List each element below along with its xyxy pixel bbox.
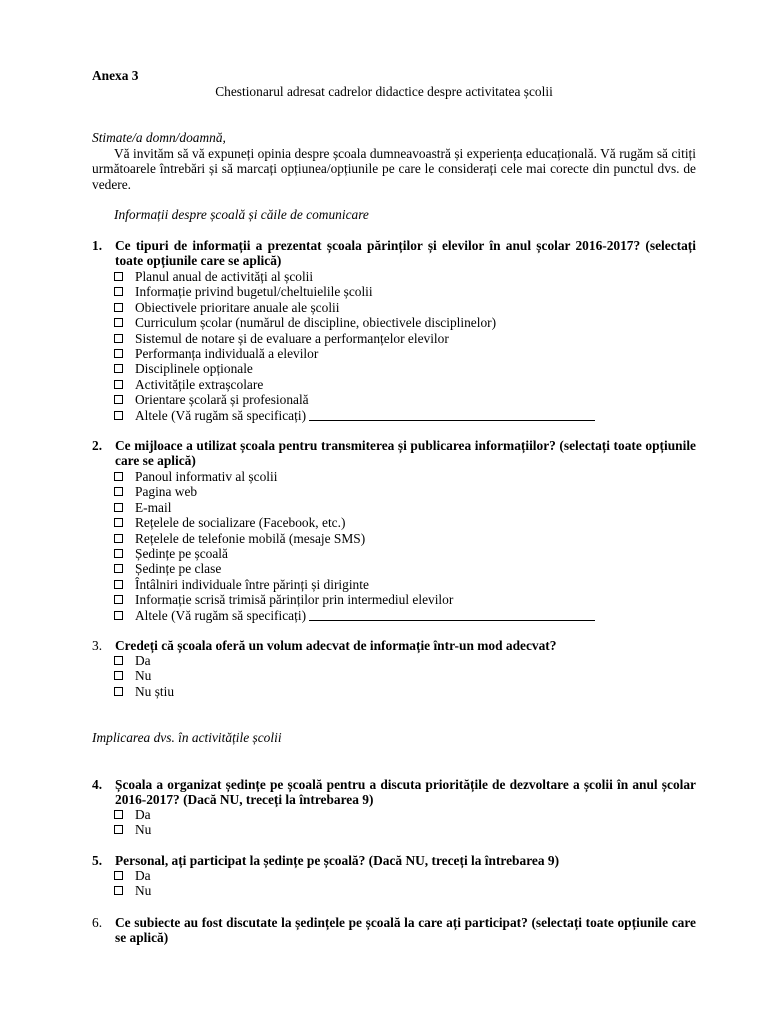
option-label: Obiectivele prioritare anuale ale școlii [135,299,340,315]
checkbox-icon[interactable] [114,518,123,527]
question-number: 2. [92,438,103,453]
option-item [114,408,674,423]
checkbox-icon[interactable] [114,380,123,389]
option-item [114,392,674,407]
checkbox-icon[interactable] [114,886,123,895]
checkbox-icon[interactable] [114,564,123,573]
question-3 [92,638,696,653]
checkbox-icon[interactable] [114,825,123,834]
checkbox-icon[interactable] [114,549,123,558]
question-5 [92,853,696,868]
option-item [114,500,674,515]
question-number: 1. [92,238,103,253]
option-item [114,684,674,699]
checkbox-icon[interactable] [114,580,123,589]
specify-blank-line[interactable] [309,609,595,621]
checkbox-icon[interactable] [114,472,123,481]
checkbox-icon[interactable] [114,611,123,620]
option-item [114,315,674,330]
question-1 [92,238,696,269]
option-item [114,469,674,484]
option-label: Sistemul de notare și de evaluare a performanțelor elevilor [135,330,449,346]
option-item [114,300,674,315]
question-text: Personal, ați participat la ședințe pe școală? (Dacă NU, treceți la întrebarea 9) [115,853,560,868]
checkbox-icon[interactable] [114,287,123,296]
checkbox-icon[interactable] [114,871,123,880]
question-2 [92,438,696,469]
checkbox-icon[interactable] [114,411,123,420]
option-label: Planul anual de activități al școlii [135,269,314,284]
question-4-options [114,807,674,838]
document-title: Chestionarul adresat cadrelor didactice despre activitatea școlii [215,84,553,99]
checkbox-icon[interactable] [114,487,123,496]
section-heading-info: Informații despre școală și căile de comunicare [114,207,369,222]
option-item [114,868,674,883]
option-label: Rețelele de socializare (Facebook, etc.) [135,515,346,531]
checkbox-icon[interactable] [114,810,123,819]
checkbox-icon[interactable] [114,503,123,512]
option-label: E-mail [135,499,172,515]
option-label: Informație scrisă trimisă părinților prin intermediul elevilor [135,592,454,608]
salutation: Stimate/a domn/doamnă, [92,130,226,145]
option-item [114,561,674,576]
checkbox-icon[interactable] [114,395,123,404]
question-4 [92,777,696,808]
checkbox-icon[interactable] [114,595,123,604]
option-label: Altele (Vă rugăm să specificați) [135,607,307,623]
question-text: Ce subiecte au fost discutate la ședințele pe școală la care ați participat? (selectați toate opțiunile care se aplică) [115,915,696,946]
option-item [114,515,674,530]
question-number: 3. [92,638,103,653]
section-heading-involvement: Implicarea dvs. în activitățile școlii [92,730,282,745]
question-1-options [114,269,674,423]
option-label: Curriculum școlar (numărul de discipline, obiectivele disciplinelor) [135,315,497,331]
question-text: Ce mijloace a utilizat școala pentru transmiterea și publicarea informațiilor? (selectați toate opțiunile care se aplică) [115,438,696,469]
checkbox-icon[interactable] [114,334,123,343]
question-number: 5. [92,853,103,868]
option-item [114,269,674,284]
option-item [114,577,674,592]
question-number: 4. [92,777,103,792]
option-label: Nu [135,668,152,684]
option-item [114,592,674,607]
checkbox-icon[interactable] [114,272,123,281]
option-label: Da [135,868,151,883]
option-label: Altele (Vă rugăm să specificați) [135,407,307,423]
option-label: Nu [135,883,152,899]
annex-label: Anexa 3 [92,68,139,83]
option-item [114,331,674,346]
option-item [114,346,674,361]
specify-blank-line[interactable] [309,409,595,421]
question-text: Credeți că școala oferă un volum adecvat de informație într-un mod adecvat? [115,638,557,653]
option-label: Informație privind bugetul/cheltuielile școlii [135,284,373,300]
option-item [114,284,674,299]
question-5-options [114,868,674,899]
option-label: Nu [135,822,152,838]
checkbox-icon[interactable] [114,656,123,665]
option-label: Ședințe pe școală [135,545,228,561]
option-label: Ședințe pe clase [135,561,222,577]
question-6 [92,915,696,946]
question-2-options [114,469,674,623]
option-item [114,807,674,822]
question-text: Școala a organizat ședințe pe școală pentru a discuta prioritățile de dezvoltare a școlii în anul școlar 2016-2017? (Dacă NU, treceți la întrebarea 9) [115,777,696,808]
option-item [114,484,674,499]
checkbox-icon[interactable] [114,303,123,312]
option-item [114,653,674,668]
option-item [114,608,674,623]
option-item [114,883,674,898]
option-item [114,668,674,683]
option-label: Nu știu [135,683,175,699]
option-label: Rețelele de telefonie mobilă (mesaje SMS) [135,530,366,546]
option-label: Orientare școlară și profesională [135,392,309,408]
option-item [114,531,674,546]
option-label: Întâlniri individuale între părinți și diriginte [135,576,369,592]
option-label: Da [135,653,151,668]
option-item [114,822,674,837]
option-label: Disciplinele opționale [135,361,253,377]
checkbox-icon[interactable] [114,349,123,358]
question-text: Ce tipuri de informații a prezentat școala părinților și elevilor în anul școlar 2016-2017? (selectați toate opțiunile care se aplică) [115,238,696,269]
option-label: Pagina web [135,484,198,500]
option-label: Da [135,807,151,822]
question-number: 6. [92,915,103,930]
option-item [114,377,674,392]
checkbox-icon[interactable] [114,364,123,373]
option-item [114,546,674,561]
checkbox-icon[interactable] [114,318,123,327]
option-label: Activitățile extrașcolare [135,376,264,392]
option-item [114,361,674,376]
question-3-options [114,653,674,699]
checkbox-icon[interactable] [114,534,123,543]
intro-paragraph: Vă invităm să vă expuneți opinia despre școala dumneavoastră și experiența educațională. Vă rugăm să citiți următoarele întrebări și să marcați opțiunea/opțiunile pe care le considerați cele mai corecte din punctul dvs. de vedere. [92,146,696,192]
option-label: Performanța individuală a elevilor [135,345,319,361]
checkbox-icon[interactable] [114,687,123,696]
option-label: Panoul informativ al școlii [135,469,278,484]
checkbox-icon[interactable] [114,671,123,680]
